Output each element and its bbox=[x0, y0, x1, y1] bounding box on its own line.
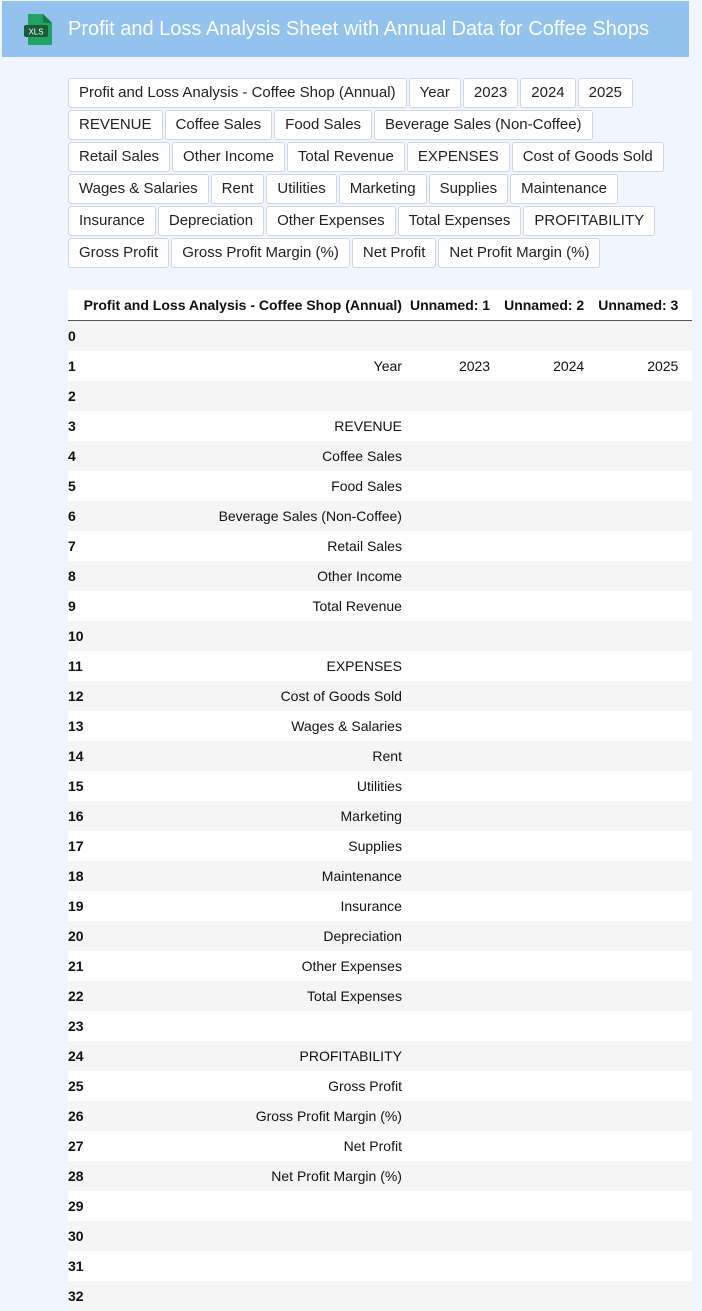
table-row bbox=[68, 621, 692, 651]
table-cell bbox=[84, 1191, 410, 1221]
table-cell bbox=[598, 1281, 692, 1311]
column-chip[interactable]: Total Expenses bbox=[398, 206, 522, 236]
table-cell bbox=[410, 1191, 504, 1221]
app-header bbox=[2, 1, 689, 57]
table-cell bbox=[410, 891, 504, 921]
table-cell bbox=[598, 801, 692, 831]
table-row bbox=[68, 1011, 692, 1041]
column-chip[interactable]: 2023 bbox=[463, 78, 518, 108]
row-index-cell: 18 bbox=[68, 861, 84, 891]
table-cell bbox=[504, 1191, 598, 1221]
table-row bbox=[68, 1281, 692, 1311]
row-index-cell: 26 bbox=[68, 1101, 84, 1131]
table-cell bbox=[84, 1281, 410, 1311]
column-chip[interactable]: Food Sales bbox=[274, 110, 372, 140]
row-index-cell: 19 bbox=[68, 891, 84, 921]
column-chip[interactable]: Utilities bbox=[266, 174, 336, 204]
table-row bbox=[68, 1221, 692, 1251]
table-cell bbox=[598, 1221, 692, 1251]
column-chip[interactable]: Beverage Sales (Non-Coffee) bbox=[374, 110, 593, 140]
row-index-cell: 30 bbox=[68, 1221, 84, 1251]
row-index-cell: 32 bbox=[68, 1281, 84, 1311]
table-cell bbox=[504, 1011, 598, 1041]
table-cell bbox=[598, 441, 692, 471]
table-cell: 2023 bbox=[410, 351, 504, 381]
table-row bbox=[68, 441, 692, 471]
table-cell bbox=[598, 321, 692, 352]
column-chip[interactable]: Profit and Loss Analysis - Coffee Shop (Annual) bbox=[68, 78, 407, 108]
table-row bbox=[68, 591, 692, 621]
table-cell bbox=[598, 1071, 692, 1101]
table-cell bbox=[504, 651, 598, 681]
table-body bbox=[68, 321, 692, 1311]
table-cell bbox=[504, 621, 598, 651]
table-cell bbox=[598, 531, 692, 561]
table-cell: Depreciation bbox=[84, 921, 410, 951]
table-cell bbox=[410, 561, 504, 591]
table-cell: Utilities bbox=[84, 771, 410, 801]
table-row bbox=[68, 1191, 692, 1221]
table-cell bbox=[598, 591, 692, 621]
data-table bbox=[68, 290, 692, 1311]
column-chip[interactable]: Marketing bbox=[339, 174, 427, 204]
table-cell bbox=[504, 1131, 598, 1161]
table-row bbox=[68, 411, 692, 441]
table-cell: Gross Profit Margin (%) bbox=[84, 1101, 410, 1131]
row-index-cell: 7 bbox=[68, 531, 84, 561]
table-cell bbox=[598, 921, 692, 951]
column-chip[interactable]: PROFITABILITY bbox=[523, 206, 655, 236]
table-row bbox=[68, 741, 692, 771]
row-index-cell: 1 bbox=[68, 351, 84, 381]
table-cell bbox=[504, 771, 598, 801]
table-row bbox=[68, 1251, 692, 1281]
row-index-cell: 13 bbox=[68, 711, 84, 741]
column-header bbox=[68, 290, 84, 321]
table-cell bbox=[410, 441, 504, 471]
column-chip[interactable]: REVENUE bbox=[68, 110, 163, 140]
table-row bbox=[68, 501, 692, 531]
table-cell bbox=[504, 381, 598, 411]
table-cell bbox=[410, 981, 504, 1011]
row-index-cell: 28 bbox=[68, 1161, 84, 1191]
column-chip[interactable]: Coffee Sales bbox=[165, 110, 273, 140]
table-cell bbox=[410, 531, 504, 561]
table-cell: Rent bbox=[84, 741, 410, 771]
row-index-cell: 27 bbox=[68, 1131, 84, 1161]
table-cell: Wages & Salaries bbox=[84, 711, 410, 741]
table-row bbox=[68, 321, 692, 352]
table-cell bbox=[504, 1071, 598, 1101]
column-chip[interactable]: Gross Profit Margin (%) bbox=[171, 238, 350, 268]
table-cell bbox=[504, 831, 598, 861]
table-cell bbox=[504, 1281, 598, 1311]
row-index-cell: 16 bbox=[68, 801, 84, 831]
table-cell bbox=[84, 621, 410, 651]
table-cell: Coffee Sales bbox=[84, 441, 410, 471]
table-cell bbox=[504, 681, 598, 711]
table-cell bbox=[504, 561, 598, 591]
table-cell bbox=[598, 1251, 692, 1281]
column-chip[interactable]: Year bbox=[409, 78, 461, 108]
table-cell bbox=[410, 741, 504, 771]
table-cell bbox=[410, 1251, 504, 1281]
table-cell bbox=[598, 1161, 692, 1191]
row-index-cell: 12 bbox=[68, 681, 84, 711]
table-cell bbox=[504, 1221, 598, 1251]
table-cell bbox=[598, 831, 692, 861]
table-cell bbox=[410, 921, 504, 951]
table-cell bbox=[504, 741, 598, 771]
column-chip[interactable]: Depreciation bbox=[158, 206, 264, 236]
table-cell bbox=[504, 801, 598, 831]
table-cell bbox=[410, 801, 504, 831]
row-index-cell: 25 bbox=[68, 1071, 84, 1101]
table-cell bbox=[504, 1161, 598, 1191]
row-index-cell: 4 bbox=[68, 441, 84, 471]
table-cell bbox=[504, 441, 598, 471]
table-cell bbox=[598, 381, 692, 411]
column-chip[interactable]: Maintenance bbox=[510, 174, 618, 204]
row-index-cell: 6 bbox=[68, 501, 84, 531]
table-cell bbox=[84, 321, 410, 352]
table-cell bbox=[598, 711, 692, 741]
row-index-cell: 31 bbox=[68, 1251, 84, 1281]
table-cell: REVENUE bbox=[84, 411, 410, 441]
table-row bbox=[68, 1101, 692, 1131]
row-index-cell: 10 bbox=[68, 621, 84, 651]
table-cell: PROFITABILITY bbox=[84, 1041, 410, 1071]
table-row bbox=[68, 561, 692, 591]
table-cell bbox=[504, 711, 598, 741]
row-index-cell: 15 bbox=[68, 771, 84, 801]
table-cell bbox=[410, 1071, 504, 1101]
table-cell: Maintenance bbox=[84, 861, 410, 891]
table-cell bbox=[504, 411, 598, 441]
table-cell bbox=[504, 1101, 598, 1131]
table-cell bbox=[598, 1191, 692, 1221]
column-chip[interactable]: Net Profit bbox=[352, 238, 437, 268]
table-cell bbox=[410, 1101, 504, 1131]
column-chip[interactable]: Retail Sales bbox=[68, 142, 170, 172]
row-index-cell: 29 bbox=[68, 1191, 84, 1221]
row-index-cell: 11 bbox=[68, 651, 84, 681]
table-cell: Other Income bbox=[84, 561, 410, 591]
table-cell: Food Sales bbox=[84, 471, 410, 501]
table-cell bbox=[598, 411, 692, 441]
table-cell bbox=[410, 1221, 504, 1251]
table-cell: Net Profit Margin (%) bbox=[84, 1161, 410, 1191]
column-chip[interactable]: 2025 bbox=[578, 78, 633, 108]
table-cell bbox=[410, 951, 504, 981]
table-cell bbox=[598, 1011, 692, 1041]
column-chip[interactable]: Net Profit Margin (%) bbox=[438, 238, 600, 268]
column-chip[interactable]: 2024 bbox=[520, 78, 575, 108]
table-row bbox=[68, 651, 692, 681]
table-cell bbox=[410, 411, 504, 441]
table-row bbox=[68, 681, 692, 711]
table-row bbox=[68, 951, 692, 981]
table-cell bbox=[504, 591, 598, 621]
table-row bbox=[68, 351, 692, 381]
table-cell bbox=[504, 861, 598, 891]
table-cell bbox=[598, 771, 692, 801]
table-cell bbox=[504, 1251, 598, 1281]
table-cell bbox=[598, 981, 692, 1011]
row-index-cell: 3 bbox=[68, 411, 84, 441]
row-index-cell: 0 bbox=[68, 321, 84, 352]
row-index-cell: 20 bbox=[68, 921, 84, 951]
table-cell: Year bbox=[84, 351, 410, 381]
table-cell bbox=[410, 681, 504, 711]
table-cell: Insurance bbox=[84, 891, 410, 921]
table-cell bbox=[598, 1101, 692, 1131]
table-cell bbox=[504, 891, 598, 921]
table-row bbox=[68, 1071, 692, 1101]
table-header-row bbox=[68, 290, 692, 321]
column-chip[interactable]: Other Expenses bbox=[266, 206, 396, 236]
column-chip[interactable]: Rent bbox=[211, 174, 265, 204]
column-chip[interactable]: Total Revenue bbox=[287, 142, 405, 172]
column-chip[interactable]: Wages & Salaries bbox=[68, 174, 209, 204]
table-cell bbox=[504, 951, 598, 981]
table-row bbox=[68, 1131, 692, 1161]
table-cell bbox=[410, 621, 504, 651]
page-title: Profit and Loss Analysis Sheet with Annual Data for Coffee Shops bbox=[68, 1, 649, 57]
table-cell bbox=[410, 501, 504, 531]
column-header: Unnamed: 2 bbox=[504, 290, 598, 321]
table-cell: 2024 bbox=[504, 351, 598, 381]
table-cell bbox=[504, 1041, 598, 1071]
column-chip[interactable]: Supplies bbox=[429, 174, 509, 204]
row-index-cell: 23 bbox=[68, 1011, 84, 1041]
row-index-cell: 17 bbox=[68, 831, 84, 861]
table-cell: Retail Sales bbox=[84, 531, 410, 561]
table-row bbox=[68, 471, 692, 501]
row-index-cell: 5 bbox=[68, 471, 84, 501]
table-row bbox=[68, 381, 692, 411]
column-header: Unnamed: 1 bbox=[410, 290, 504, 321]
table-cell bbox=[598, 621, 692, 651]
table-cell bbox=[410, 711, 504, 741]
table-cell bbox=[504, 471, 598, 501]
table-cell bbox=[598, 651, 692, 681]
table-cell bbox=[410, 861, 504, 891]
data-table-viewport[interactable] bbox=[68, 290, 678, 1292]
row-index-cell: 24 bbox=[68, 1041, 84, 1071]
excel-file-icon bbox=[24, 14, 52, 45]
table-row bbox=[68, 771, 692, 801]
table-row bbox=[68, 531, 692, 561]
table-row bbox=[68, 891, 692, 921]
table-cell bbox=[598, 501, 692, 531]
table-cell bbox=[410, 831, 504, 861]
table-cell bbox=[598, 1041, 692, 1071]
column-header: Profit and Loss Analysis - Coffee Shop (Annual) bbox=[84, 290, 410, 321]
table-cell bbox=[598, 741, 692, 771]
column-chip-list bbox=[68, 78, 694, 268]
row-index-cell: 14 bbox=[68, 741, 84, 771]
table-row bbox=[68, 801, 692, 831]
table-cell bbox=[598, 1131, 692, 1161]
column-chip[interactable]: Gross Profit bbox=[68, 238, 169, 268]
table-row bbox=[68, 861, 692, 891]
table-cell: Beverage Sales (Non-Coffee) bbox=[84, 501, 410, 531]
excel-icon-label: XLS bbox=[28, 28, 43, 37]
column-chip[interactable]: Cost of Goods Sold bbox=[512, 142, 664, 172]
table-cell bbox=[504, 501, 598, 531]
table-cell: Total Expenses bbox=[84, 981, 410, 1011]
table-cell: Net Profit bbox=[84, 1131, 410, 1161]
table-row bbox=[68, 981, 692, 1011]
table-cell bbox=[410, 1011, 504, 1041]
table-cell bbox=[598, 951, 692, 981]
table-cell bbox=[410, 1161, 504, 1191]
table-cell bbox=[504, 921, 598, 951]
row-index-cell: 22 bbox=[68, 981, 84, 1011]
table-cell bbox=[84, 1011, 410, 1041]
column-chip[interactable]: EXPENSES bbox=[407, 142, 510, 172]
table-row bbox=[68, 1161, 692, 1191]
table-cell bbox=[410, 321, 504, 352]
table-cell bbox=[410, 381, 504, 411]
table-cell bbox=[598, 861, 692, 891]
table-row bbox=[68, 831, 692, 861]
table-row bbox=[68, 1041, 692, 1071]
table-cell bbox=[504, 531, 598, 561]
table-cell bbox=[410, 771, 504, 801]
table-row bbox=[68, 711, 692, 741]
table-cell: Total Revenue bbox=[84, 591, 410, 621]
table-cell bbox=[598, 681, 692, 711]
row-index-cell: 21 bbox=[68, 951, 84, 981]
table-cell bbox=[410, 591, 504, 621]
table-row bbox=[68, 921, 692, 951]
table-cell bbox=[504, 321, 598, 352]
table-cell bbox=[410, 1041, 504, 1071]
table-cell: Cost of Goods Sold bbox=[84, 681, 410, 711]
column-header: Unnamed: 3 bbox=[598, 290, 692, 321]
row-index-cell: 9 bbox=[68, 591, 84, 621]
table-cell bbox=[598, 471, 692, 501]
table-cell: Marketing bbox=[84, 801, 410, 831]
table-cell: Supplies bbox=[84, 831, 410, 861]
table-cell: 2025 bbox=[598, 351, 692, 381]
column-chip[interactable]: Insurance bbox=[68, 206, 156, 236]
table-cell: Other Expenses bbox=[84, 951, 410, 981]
table-cell bbox=[84, 1251, 410, 1281]
table-cell bbox=[598, 891, 692, 921]
column-chip[interactable]: Other Income bbox=[172, 142, 285, 172]
table-cell bbox=[84, 1221, 410, 1251]
table-cell bbox=[84, 381, 410, 411]
table-cell bbox=[410, 471, 504, 501]
row-index-cell: 8 bbox=[68, 561, 84, 591]
table-cell bbox=[410, 651, 504, 681]
table-cell bbox=[410, 1131, 504, 1161]
row-index-cell: 2 bbox=[68, 381, 84, 411]
table-cell: Gross Profit bbox=[84, 1071, 410, 1101]
table-cell bbox=[504, 981, 598, 1011]
table-cell bbox=[598, 561, 692, 591]
table-cell bbox=[410, 1281, 504, 1311]
table-cell: EXPENSES bbox=[84, 651, 410, 681]
